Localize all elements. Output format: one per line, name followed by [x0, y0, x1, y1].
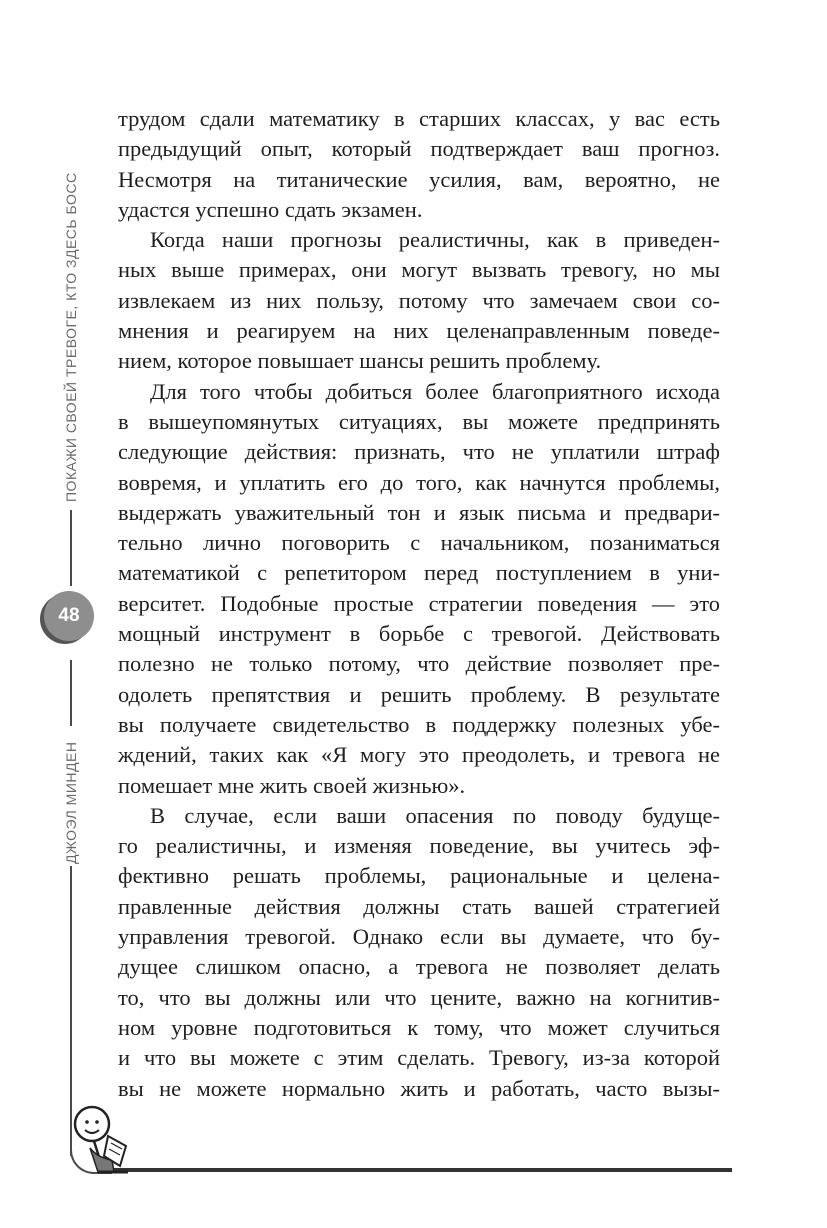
text-line: математикой с репетитором перед поступлением в уни- — [118, 560, 720, 586]
bottom-rule — [100, 1168, 732, 1172]
text-line: то, что вы должны или что цените, важно на когнитив- — [118, 984, 720, 1010]
text-line: ных выше примерах, они могут вызвать тревогу, но мы — [118, 257, 720, 283]
text-line: Когда наши прогнозы реалистичны, как в приведен- — [150, 227, 720, 253]
text-line: В случае, если ваши опасения по поводу будуще- — [150, 802, 720, 828]
text-line: фективно решать проблемы, рациональные и целена- — [118, 863, 720, 889]
text-line: мнения и реагируем на них целенаправленным поведе- — [118, 318, 720, 344]
text-line: Для того чтобы добиться более благоприятного исхода — [150, 378, 720, 404]
text-line: правленные действия должны стать вашей стратегией — [118, 893, 720, 919]
text-line: и что вы можете с этим сделать. Тревогу, из-за которой — [118, 1045, 720, 1071]
text-line: выдержать уважительный тон и язык письма и предвари- — [118, 499, 720, 525]
text-line: вы получаете свидетельство в поддержку полезных убе- — [118, 711, 720, 737]
text-line: вовремя, и уплатить его до того, как начнутся проблемы, — [118, 469, 720, 495]
text-line: нием, которое повышает шансы решить проблему. — [118, 348, 602, 374]
body-text — [118, 104, 720, 1104]
text-line: трудом сдали математику в старших классах, у вас есть — [118, 106, 720, 131]
running-head-book-title: ПОКАЖИ СВОЕЙ ТРЕВОГЕ, КТО ЗДЕСЬ БОСС — [63, 172, 79, 502]
text-line: вы не можете нормально жить и работать, часто вызы- — [118, 1075, 720, 1101]
text-line: одолеть препятствия и решить проблему. В результате — [118, 681, 720, 707]
margin-rule-top — [70, 510, 72, 586]
text-line: дущее слишком опасно, а тревога не позволяет делать — [118, 954, 720, 980]
text-line: го реалистичны, и изменяя поведение, вы учитесь эф- — [118, 833, 720, 859]
running-head-author: ДЖОЭЛ МИНДЕН — [63, 741, 79, 864]
text-line: ном уровне подготовиться к тому, что может случиться — [118, 1014, 720, 1040]
text-line: ждений, таких как «Я могу это преодолеть, и тревога не — [118, 742, 720, 768]
text-line: управления тревогой. Однако если вы думаете, что бу- — [118, 924, 720, 950]
page-number-badge: 48 — [44, 591, 94, 641]
text-line: помешает мне жить своей жизнью». — [118, 772, 466, 798]
text-line: извлекаем из них пользу, потому что замечаем свои со- — [118, 287, 720, 313]
text-line: полезно не только потому, что действие позволяет пре- — [118, 651, 720, 677]
text-line: Несмотря на титанические усилия, вам, вероятно, не — [118, 166, 720, 192]
text-line: следующие действия: признать, что не уплатили штраф — [118, 439, 720, 465]
margin-rule-middle — [70, 660, 72, 726]
text-line: предыдущий опыт, который подтверждает ваш прогноз. — [118, 136, 720, 162]
text-line: тельно лично поговорить с начальником, позаниматься — [118, 530, 720, 556]
text-line: мощный инструмент в борьбе с тревогой. Действовать — [118, 621, 720, 647]
text-line: верситет. Подобные простые стратегии поведения — это — [118, 590, 720, 616]
text-line: в вышеупомянутых ситуациях, вы можете предпринять — [118, 408, 720, 434]
reading-stick-figure-icon — [68, 1096, 138, 1176]
text-line: удастся успешно сдать экзамен. — [118, 196, 423, 222]
